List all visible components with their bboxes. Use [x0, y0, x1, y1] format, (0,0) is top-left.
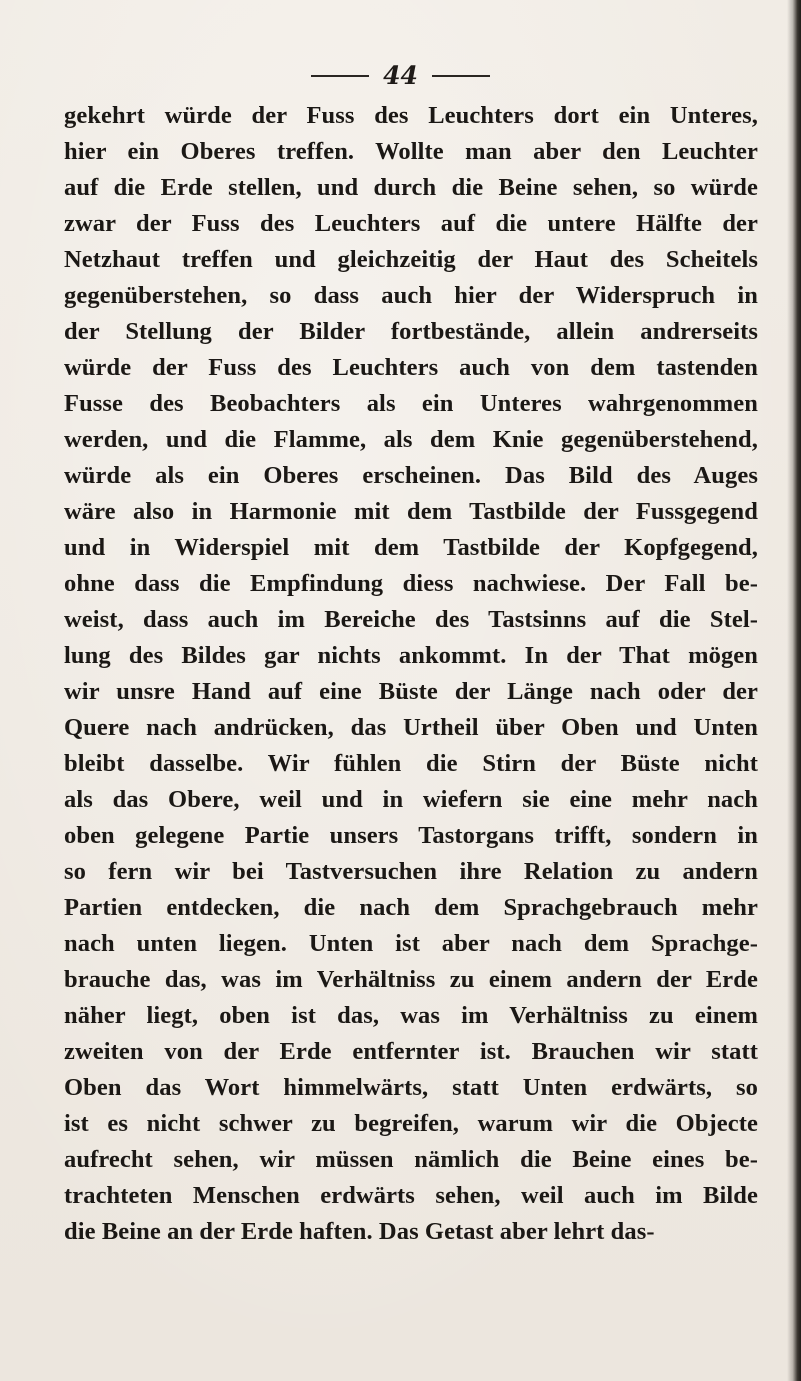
text-line: oben gelegene Partie unsers Tastorgans trifft, sondern in	[64, 822, 758, 849]
text-line: Quere nach andrücken, das Urtheil über Oben und Unten	[64, 714, 758, 741]
text-line: gegenüberstehen, so dass auch hier der Widerspruch in	[64, 282, 758, 309]
text-line: Oben das Wort himmelwärts, statt Unten erdwärts, so	[64, 1074, 758, 1101]
text-line: nach unten liegen. Unten ist aber nach dem Sprachge-	[64, 930, 758, 957]
text-line: die Beine an der Erde haften. Das Getast aber lehrt das-	[64, 1218, 655, 1245]
text-line: bleibt dasselbe. Wir fühlen die Stirn der Büste nicht	[64, 750, 758, 777]
text-line: als das Obere, weil und in wiefern sie eine mehr nach	[64, 786, 758, 813]
text-line: aufrecht sehen, wir müssen nämlich die Beine eines be-	[64, 1146, 758, 1173]
text-line: hier ein Oberes treffen. Wollte man aber den Leuchter	[64, 138, 758, 165]
text-line: Partien entdecken, die nach dem Sprachgebrauch mehr	[64, 894, 758, 921]
text-line: Netzhaut treffen und gleichzeitig der Haut des Scheitels	[64, 246, 758, 273]
body-text	[64, 98, 758, 1250]
page-header	[0, 60, 801, 92]
text-line: ohne dass die Empfindung diess nachwiese. Der Fall be-	[64, 570, 758, 597]
text-line: gekehrt würde der Fuss des Leuchters dort ein Unteres,	[64, 102, 758, 129]
text-line: der Stellung der Bilder fortbestände, allein andrerseits	[64, 318, 758, 345]
text-line: werden, und die Flamme, als dem Knie gegenüberstehend,	[64, 426, 758, 453]
text-line: zwar der Fuss des Leuchters auf die untere Hälfte der	[64, 210, 758, 237]
page-number: 44	[383, 61, 418, 90]
text-line: näher liegt, oben ist das, was im Verhältniss zu einem	[64, 1002, 758, 1029]
text-line: so fern wir bei Tastversuchen ihre Relation zu andern	[64, 858, 758, 885]
text-line: brauche das, was im Verhältniss zu einem andern der Erde	[64, 966, 758, 993]
text-line: wir unsre Hand auf eine Büste der Länge nach oder der	[64, 678, 758, 705]
header-rule-right	[432, 75, 490, 77]
text-line: trachteten Menschen erdwärts sehen, weil auch im Bilde	[64, 1182, 758, 1209]
text-line: ist es nicht schwer zu begreifen, warum wir die Objecte	[64, 1110, 758, 1137]
page-edge-shadow	[787, 0, 801, 1381]
text-line: und in Widerspiel mit dem Tastbilde der Kopfgegend,	[64, 534, 758, 561]
text-line: weist, dass auch im Bereiche des Tastsinns auf die Stel-	[64, 606, 758, 633]
text-line: auf die Erde stellen, und durch die Beine sehen, so würde	[64, 174, 758, 201]
text-line: würde der Fuss des Leuchters auch von dem tastenden	[64, 354, 758, 381]
text-line: wäre also in Harmonie mit dem Tastbilde der Fussgegend	[64, 498, 758, 525]
text-line: Fusse des Beobachters als ein Unteres wahrgenommen	[64, 390, 758, 417]
text-line: würde als ein Oberes erscheinen. Das Bild des Auges	[64, 462, 758, 489]
header-rule-left	[311, 75, 369, 77]
text-line: zweiten von der Erde entfernter ist. Brauchen wir statt	[64, 1038, 758, 1065]
text-line: lung des Bildes gar nichts ankommt. In der That mögen	[64, 642, 758, 669]
